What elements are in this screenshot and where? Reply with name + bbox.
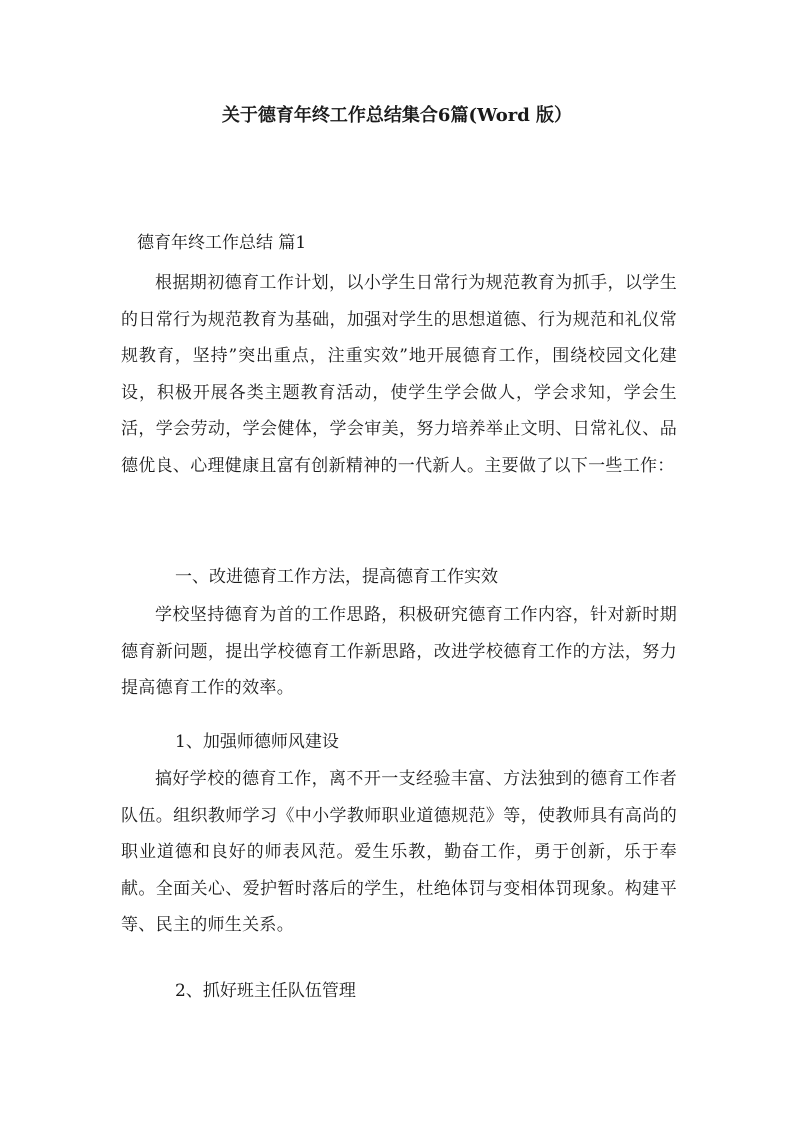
document-title: 关于德育年终工作总结集合6篇(Word 版）	[221, 105, 573, 126]
section-heading: 德育年终工作总结 篇1	[137, 233, 307, 253]
paragraph-teacher-team: 搞好学校的德育工作，离不开一支经验丰富、方法独到的德育工作者队伍。组织教师学习《中小学教师职业道德规范》等，使教师具有高尚的职业道德和良好的师表风范。爱生乐教，勤奋工作，勇于创新，乐于奉献。全面关心、爱护暂时落后的学生，杜绝体罚与变相体罚现象。构建平等、民主的师生关系。	[121, 769, 677, 936]
subheading-improve-methods: 一、改进德育工作方法，提高德育工作实效	[175, 567, 498, 587]
paragraph-intro: 根据期初德育工作计划，以小学生日常行为规范教育为抓手，以学生的日常行为规范教育为基础，加强对学生的思想道德、行为规范和礼仪常规教育，坚持”突出重点，注重实效”地开展德育工作，围绕校园文化建设，积极开展各类主题教育活动，使学生学会做人，学会求知，学会生活，学会劳动，学会健体，学会审美，努力培养举止文明、日常礼仪、品德优良、心理健康且富有创新精神的一代新人。主要做了以下一些工作：	[121, 273, 677, 476]
subheading-class-teacher-management: 2、抓好班主任队伍管理	[175, 981, 356, 1001]
paragraph-school-approach: 学校坚持德育为首的工作思路，积极研究德育工作内容，针对新时期德育新问题，提出学校德育工作新思路，改进学校德育工作的方法，努力提高德育工作的效率。	[121, 605, 677, 699]
subheading-teacher-ethics: 1、加强师德师风建设	[175, 732, 339, 752]
